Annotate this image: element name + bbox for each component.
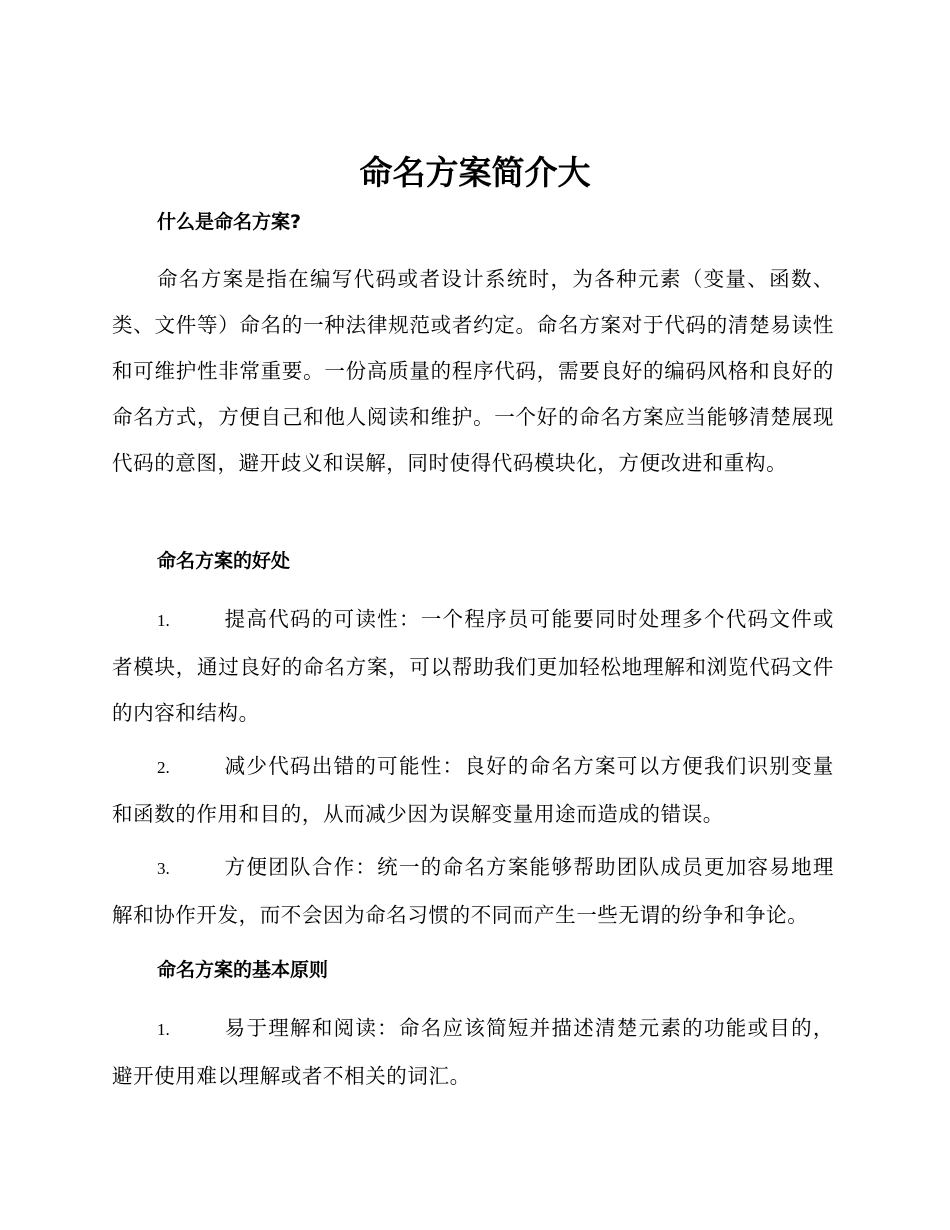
section-heading-benefits: 命名方案的好处 [157, 550, 291, 572]
list-item-number: 3. [157, 859, 170, 878]
section-heading-what-is: 什么是命名方案? [157, 211, 302, 233]
section-heading-principles: 命名方案的基本原则 [157, 959, 329, 981]
list-item [112, 844, 834, 938]
list-item-number: 1. [157, 611, 170, 630]
list-item-text: 方便团队合作：统一的命名方案能够帮助团队成员更加容易地理解和协作开发，而不会因为命名习惯的不同而产生一些无谓的纷争和争论。 [112, 855, 834, 927]
list-item-number: 1. [157, 1020, 170, 1039]
section-paragraph-what-is: 命名方案是指在编写代码或者设计系统时，为各种元素（变量、函数、类、文件等）命名的一种法律规范或者约定。命名方案对于代码的清楚易读性和可维护性非常重要。一份高质量的程序代码，需要良好的编码风格和良好的命名方式，方便自己和他人阅读和维护。一个好的命名方案应当能够清楚展现代码的意图，避开歧义和误解，同时使得代码模块化，方便改进和重构。 [112, 267, 834, 475]
document-title: 命名方案简介大 [359, 153, 591, 192]
list-item-text: 易于理解和阅读：命名应该简短并描述清楚元素的功能或目的，避开使用难以理解或者不相关的词汇。 [112, 1016, 834, 1088]
list-item [112, 1005, 834, 1099]
list-item-text: 提高代码的可读性：一个程序员可能要同时处理多个代码文件或者模块，通过良好的命名方案，可以帮助我们更加轻松地理解和浏览代码文件的内容和结构。 [112, 607, 834, 725]
list-item-number: 2. [157, 758, 170, 777]
list-item-text: 减少代码出错的可能性：良好的命名方案可以方便我们识别变量和函数的作用和目的，从而减少因为误解变量用途而造成的错误。 [112, 754, 834, 826]
list-item [112, 743, 834, 837]
list-item [112, 596, 834, 736]
